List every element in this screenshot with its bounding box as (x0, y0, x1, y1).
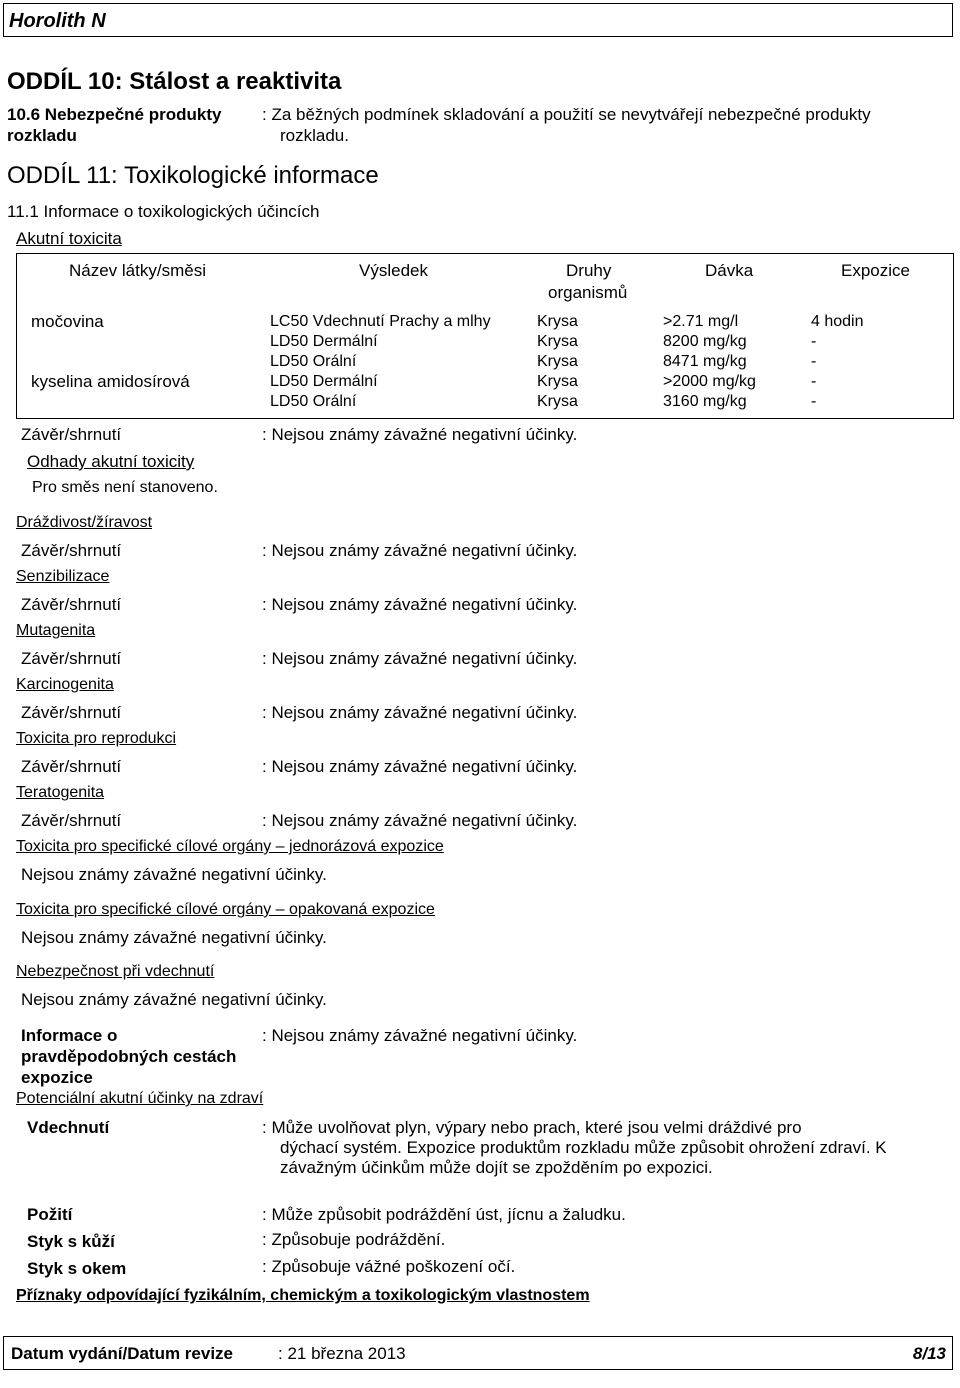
col-header-result: Výsledek (359, 261, 428, 280)
section-11-subtitle: 11.1 Informace o toxikologických účincích (7, 202, 320, 221)
section-11-title: ODDÍL 11: Toxikologické informace (7, 162, 379, 189)
aspiration-heading: Nebezpečnost při vdechnutí (16, 963, 215, 980)
decomposition-label-line1: 10.6 Nebezpečné produkty (7, 105, 222, 124)
issue-date-label: Datum vydání/Datum revize (11, 1344, 234, 1363)
stot-repeated-text: Nejsou známy závažné negativní účinky. (21, 928, 327, 947)
routes-value: : Nejsou známy závažné negativní účinky. (262, 1026, 578, 1045)
sensitization-heading: Senzibilizace (16, 568, 110, 585)
dose-cell: 3160 mg/kg (663, 393, 747, 410)
routes-label-line1: Informace o (21, 1026, 118, 1045)
inhalation-value-line2: dýchací systém. Expozice produktům rozkladu může způsobit ohrožení zdraví. K (280, 1138, 887, 1157)
exposure-cell: - (811, 333, 817, 350)
species-cell: Krysa (537, 333, 578, 350)
species-cell: Krysa (537, 313, 578, 330)
product-name: Horolith N (9, 10, 106, 32)
col-header-dose: Dávka (705, 261, 754, 280)
dose-cell: >2.71 mg/l (663, 313, 739, 330)
issue-date-value: : 21 března 2013 (278, 1344, 406, 1363)
conclusion-label: Závěr/shrnutí (21, 425, 122, 444)
col-header-name: Název látky/směsi (69, 261, 206, 280)
mutagenicity-heading: Mutagenita (16, 622, 96, 639)
routes-label-line3: expozice (21, 1068, 93, 1087)
result-cell: LD50 Orální (270, 393, 357, 410)
aspiration-text: Nejsou známy závažné negativní účinky. (21, 990, 327, 1009)
potential-effects-heading: Potenciální akutní účinky na zdraví (16, 1090, 264, 1107)
irritation-heading: Dráždivost/žíravost (16, 514, 153, 531)
species-cell: Krysa (537, 393, 578, 410)
skin-contact-label: Styk s kůží (27, 1232, 115, 1251)
species-cell: Krysa (537, 353, 578, 370)
dose-cell: 8200 mg/kg (663, 333, 747, 350)
conclusion-value: : Nejsou známy závažné negativní účinky. (262, 649, 578, 668)
decomposition-value-line2: rozkladu. (280, 126, 349, 145)
symptoms-heading: Příznaky odpovídající fyzikálním, chemickým a toxikologickým vlastnostem (16, 1287, 590, 1304)
conclusion-value: : Nejsou známy závažné negativní účinky. (262, 703, 578, 722)
dose-cell: >2000 mg/kg (663, 373, 756, 390)
ingestion-value: : Může způsobit podráždění úst, jícnu a žaludku. (262, 1205, 626, 1224)
eye-contact-label: Styk s okem (27, 1259, 127, 1278)
exposure-cell: - (811, 393, 817, 410)
routes-label-line2: pravděpodobných cestách (21, 1047, 237, 1066)
conclusion-value: : Nejsou známy závažné negativní účinky. (262, 425, 578, 444)
substance-name: kyselina amidosírová (31, 372, 190, 391)
result-cell: LD50 Dermální (270, 373, 378, 390)
document-footer (3, 1336, 953, 1370)
result-cell: LD50 Dermální (270, 333, 378, 350)
conclusion-label: Závěr/shrnutí (21, 811, 122, 830)
decomposition-label-line2: rozkladu (7, 126, 77, 145)
acute-toxicity-heading: Akutní toxicita (16, 229, 122, 248)
stot-single-heading: Toxicita pro specifické cílové orgány – jednorázová expozice (16, 838, 444, 855)
acute-estimates-text: Pro směs není stanoveno. (32, 479, 218, 496)
inhalation-value-line3: závažným účinkům může dojít se zpožděním po expozici. (280, 1158, 713, 1177)
conclusion-label: Závěr/shrnutí (21, 541, 122, 560)
conclusion-label: Závěr/shrnutí (21, 595, 122, 614)
decomposition-value-line1: : Za běžných podmínek skladování a použití se nevytvářejí nebezpečné produkty (262, 105, 871, 124)
col-header-species-line1: Druhy (566, 261, 612, 280)
conclusion-label: Závěr/shrnutí (21, 649, 122, 668)
acute-toxicity-table (16, 253, 954, 419)
eye-contact-value: : Způsobuje vážné poškození očí. (262, 1257, 516, 1276)
skin-contact-value: : Způsobuje podráždění. (262, 1230, 446, 1249)
col-header-species-line2: organismů (548, 283, 628, 302)
stot-repeated-heading: Toxicita pro specifické cílové orgány – opakovaná expozice (16, 901, 435, 918)
exposure-cell: - (811, 373, 817, 390)
reproductive-toxicity-heading: Toxicita pro reprodukci (16, 730, 177, 747)
conclusion-value: : Nejsou známy závažné negativní účinky. (262, 541, 578, 560)
species-cell: Krysa (537, 373, 578, 390)
document-header (3, 3, 953, 37)
result-cell: LC50 Vdechnutí Prachy a mlhy (270, 313, 491, 330)
conclusion-value: : Nejsou známy závažné negativní účinky. (262, 757, 578, 776)
stot-single-text: Nejsou známy závažné negativní účinky. (21, 865, 327, 884)
substance-name: močovina (31, 312, 104, 331)
result-cell: LD50 Orální (270, 353, 357, 370)
ingestion-label: Požití (27, 1205, 73, 1224)
conclusion-value: : Nejsou známy závažné negativní účinky. (262, 811, 578, 830)
inhalation-label: Vdechnutí (27, 1118, 110, 1137)
carcinogenicity-heading: Karcinogenita (16, 676, 114, 693)
col-header-exposure: Expozice (841, 261, 910, 280)
conclusion-value: : Nejsou známy závažné negativní účinky. (262, 595, 578, 614)
section-10-title: ODDÍL 10: Stálost a reaktivita (7, 68, 342, 95)
conclusion-label: Závěr/shrnutí (21, 703, 122, 722)
exposure-cell: 4 hodin (811, 313, 864, 330)
inhalation-value-line1: : Může uvolňovat plyn, výpary nebo prach, které jsou velmi dráždivé pro (262, 1118, 802, 1137)
acute-estimates-heading: Odhady akutní toxicity (27, 452, 195, 471)
teratogenicity-heading: Teratogenita (16, 784, 105, 801)
page-number: 8/13 (912, 1344, 946, 1363)
conclusion-label: Závěr/shrnutí (21, 757, 122, 776)
exposure-cell: - (811, 353, 817, 370)
dose-cell: 8471 mg/kg (663, 353, 747, 370)
